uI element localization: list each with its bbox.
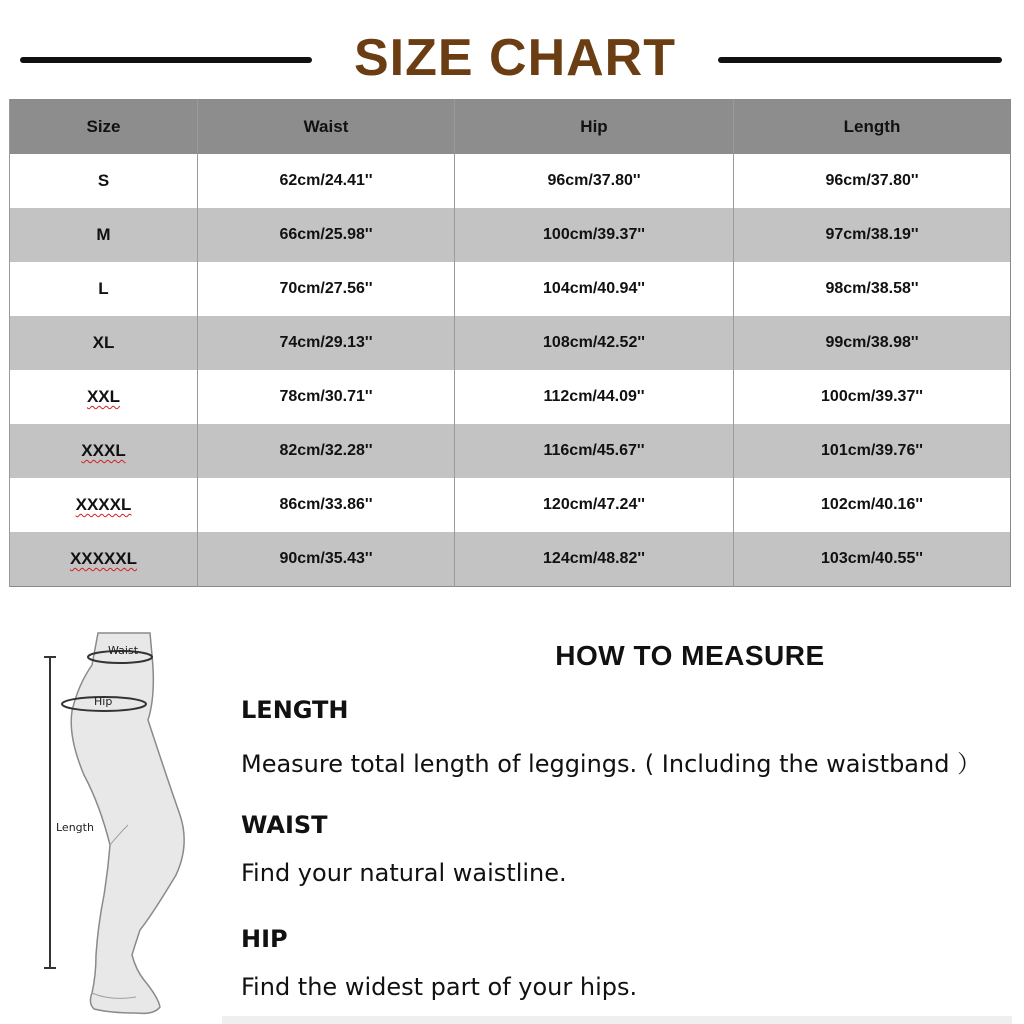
waist-cell: 86cm/33.86''	[198, 478, 455, 532]
size-cell	[10, 370, 198, 424]
hip-cell: 124cm/48.82''	[455, 532, 734, 587]
size-label: XXXXL	[75, 495, 132, 514]
size-label: XXXL	[81, 441, 126, 460]
bottom-strip	[222, 1016, 1012, 1024]
hip-cell: 108cm/42.52''	[455, 316, 734, 370]
length-cell: 99cm/38.98''	[734, 316, 1011, 370]
waist-cell: 78cm/30.71''	[198, 370, 455, 424]
hip-description: Find the widest part of your hips.	[241, 973, 638, 1001]
waist-cell: 66cm/25.98''	[198, 208, 455, 262]
table-header-row	[10, 100, 1011, 155]
table-row	[10, 262, 1011, 316]
length-heading: LENGTH	[241, 696, 349, 724]
waist-cell: 90cm/35.43''	[198, 532, 455, 587]
table-row	[10, 370, 1011, 424]
size-cell: M	[10, 208, 198, 262]
title-rule-right	[718, 57, 1002, 63]
length-cell: 98cm/38.58''	[734, 262, 1011, 316]
table-row	[10, 154, 1011, 208]
hip-cell: 100cm/39.37''	[455, 208, 734, 262]
waist-description: Find your natural waistline.	[241, 859, 567, 887]
size-table	[9, 99, 1011, 587]
length-cell: 97cm/38.19''	[734, 208, 1011, 262]
page-title: SIZE CHART	[354, 29, 676, 87]
waist-cell: 62cm/24.41''	[198, 154, 455, 208]
length-cell: 102cm/40.16''	[734, 478, 1011, 532]
waist-heading: WAIST	[241, 811, 328, 839]
size-cell: L	[10, 262, 198, 316]
header	[0, 0, 1024, 100]
table-row	[10, 478, 1011, 532]
header-waist: Waist	[198, 100, 455, 155]
size-cell: S	[10, 154, 198, 208]
table-row	[10, 424, 1011, 478]
hip-cell: 120cm/47.24''	[455, 478, 734, 532]
size-label: XXXXXL	[69, 549, 138, 568]
table-row	[10, 532, 1011, 587]
hip-heading: HIP	[241, 925, 288, 953]
hip-cell: 116cm/45.67''	[455, 424, 734, 478]
hip-label: Hip	[94, 695, 113, 708]
size-cell: XL	[10, 316, 198, 370]
header-hip: Hip	[455, 100, 734, 155]
hip-cell: 112cm/44.09''	[455, 370, 734, 424]
header-length: Length	[734, 100, 1011, 155]
waist-label: Waist	[108, 644, 139, 657]
hip-cell: 96cm/37.80''	[455, 154, 734, 208]
size-cell	[10, 424, 198, 478]
hip-cell: 104cm/40.94''	[455, 262, 734, 316]
waist-cell: 82cm/32.28''	[198, 424, 455, 478]
length-description: Measure total length of leggings. ( Including the waistband ）	[241, 750, 982, 778]
length-cell: 100cm/39.37''	[734, 370, 1011, 424]
length-label: Length	[56, 821, 94, 834]
table-row	[10, 316, 1011, 370]
title-rule-left	[20, 57, 312, 63]
size-cell	[10, 478, 198, 532]
length-cell: 101cm/39.76''	[734, 424, 1011, 478]
header-size: Size	[10, 100, 198, 155]
table-row	[10, 208, 1011, 262]
size-cell	[10, 532, 198, 587]
length-cell: 103cm/40.55''	[734, 532, 1011, 587]
length-cell: 96cm/37.80''	[734, 154, 1011, 208]
waist-cell: 70cm/27.56''	[198, 262, 455, 316]
how-to-measure-title: HOW TO MEASURE	[555, 640, 825, 671]
leggings-figure	[40, 625, 210, 1020]
waist-cell: 74cm/29.13''	[198, 316, 455, 370]
size-label: XXL	[86, 387, 121, 406]
